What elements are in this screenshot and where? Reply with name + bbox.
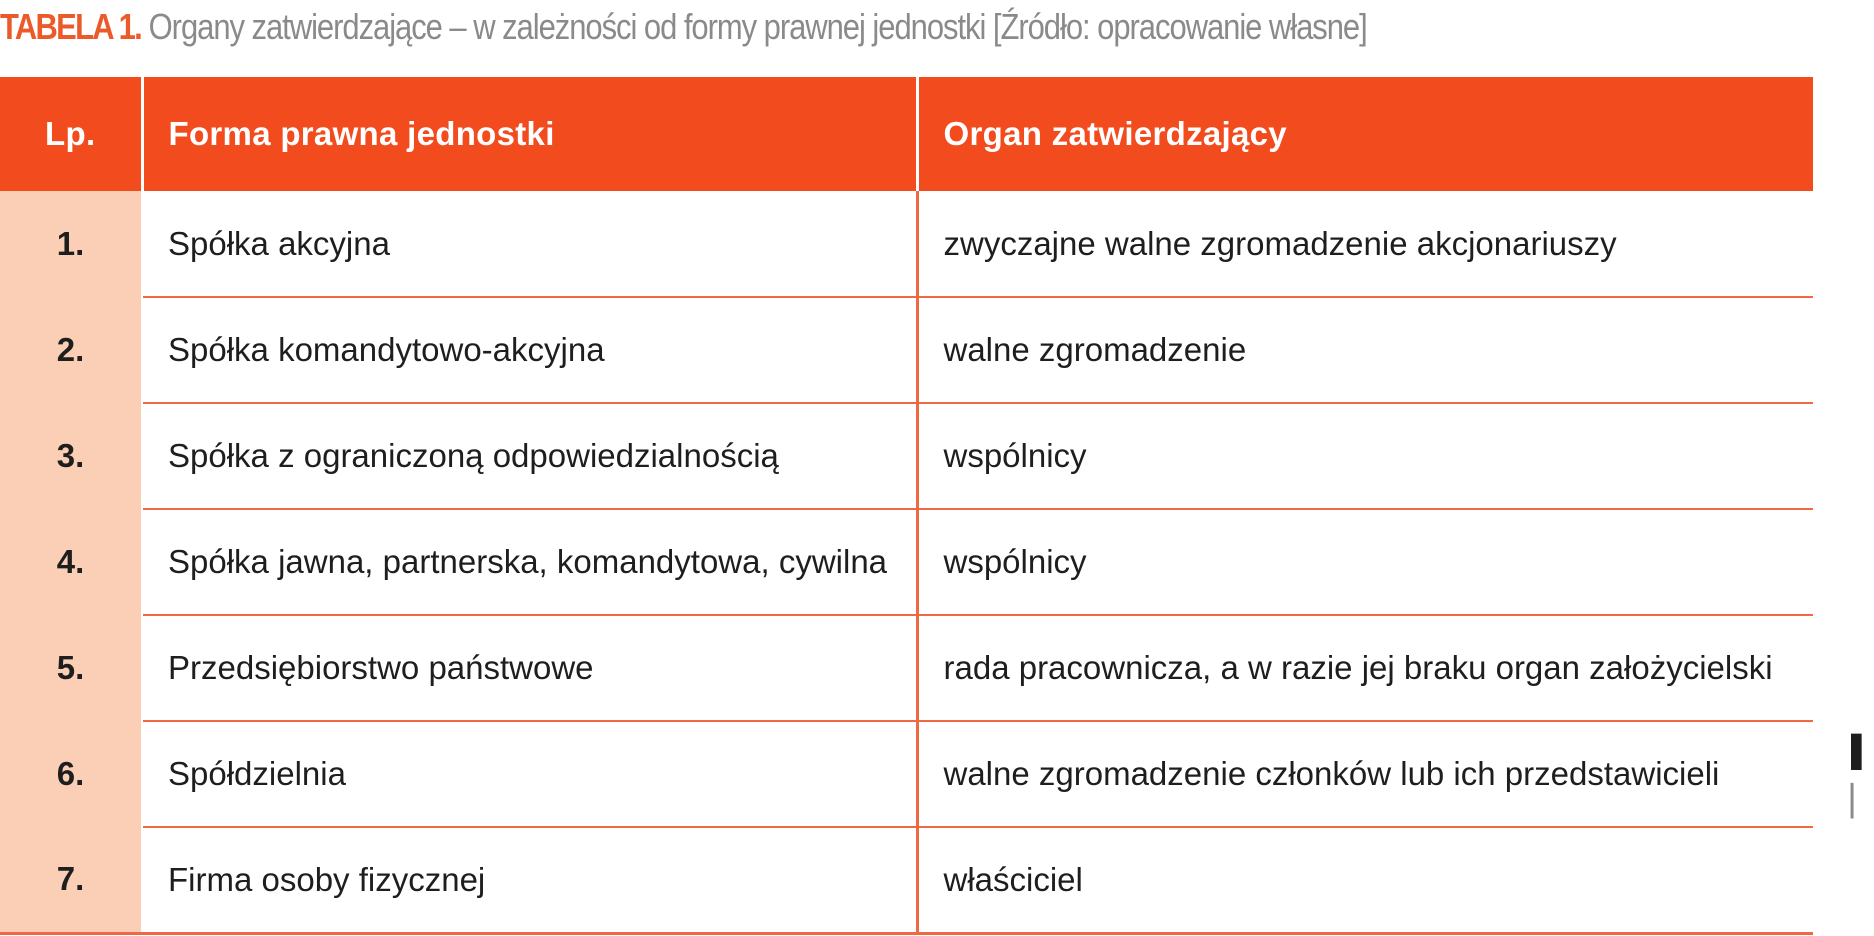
legal-form-cell: Spółdzielnia — [142, 721, 917, 827]
approving-body-cell: walne zgromadzenie członków lub ich przedstawicieli — [917, 721, 1813, 827]
row-number: 4. — [0, 509, 142, 615]
header-lp: Lp. — [0, 77, 142, 191]
approving-body-cell: zwyczajne walne zgromadzenie akcjonariuszy — [917, 191, 1813, 297]
row-number: 3. — [0, 403, 142, 509]
approving-body-cell: wspólnicy — [917, 403, 1813, 509]
table-header-row — [0, 77, 1813, 191]
row-number: 1. — [0, 191, 142, 297]
table-row — [0, 297, 1813, 403]
table-row — [0, 403, 1813, 509]
approving-body-cell: rada pracownicza, a w razie jej braku organ założycielski — [917, 615, 1813, 721]
legal-form-cell: Firma osoby fizycznej — [142, 827, 917, 933]
legal-form-cell: Spółka komandytowo-akcyjna — [142, 297, 917, 403]
table-row — [0, 191, 1813, 297]
row-number: 2. — [0, 297, 142, 403]
row-number: 7. — [0, 827, 142, 933]
table-row — [0, 509, 1813, 615]
header-approving-body: Organ zatwierdzający — [917, 77, 1813, 191]
legal-form-cell: Przedsiębiorstwo państwowe — [142, 615, 917, 721]
approving-body-cell: walne zgromadzenie — [917, 297, 1813, 403]
cropped-edge-glyph: ▌ — [1851, 735, 1873, 768]
table-row — [0, 615, 1813, 721]
table-row — [0, 721, 1813, 827]
legal-forms-table — [0, 77, 1813, 935]
approving-body-cell: właściciel — [917, 827, 1813, 933]
table-row — [0, 827, 1813, 933]
header-legal-form: Forma prawna jednostki — [142, 77, 917, 191]
legal-form-cell: Spółka jawna, partnerska, komandytowa, cywilna — [142, 509, 917, 615]
legal-form-cell: Spółka z ograniczoną odpowiedzialnością — [142, 403, 917, 509]
row-number: 6. — [0, 721, 142, 827]
caption-label: TABELA 1. — [0, 6, 142, 47]
legal-form-cell: Spółka akcyjna — [142, 191, 917, 297]
cropped-edge-glyph: ▏ — [1851, 785, 1874, 818]
row-number: 5. — [0, 615, 142, 721]
table-caption — [0, 2, 1367, 52]
caption-title: Organy zatwierdzające – w zależności od formy prawnej jednostki [Źródło: opracowanie własne] — [148, 6, 1367, 47]
approving-body-cell: wspólnicy — [917, 509, 1813, 615]
